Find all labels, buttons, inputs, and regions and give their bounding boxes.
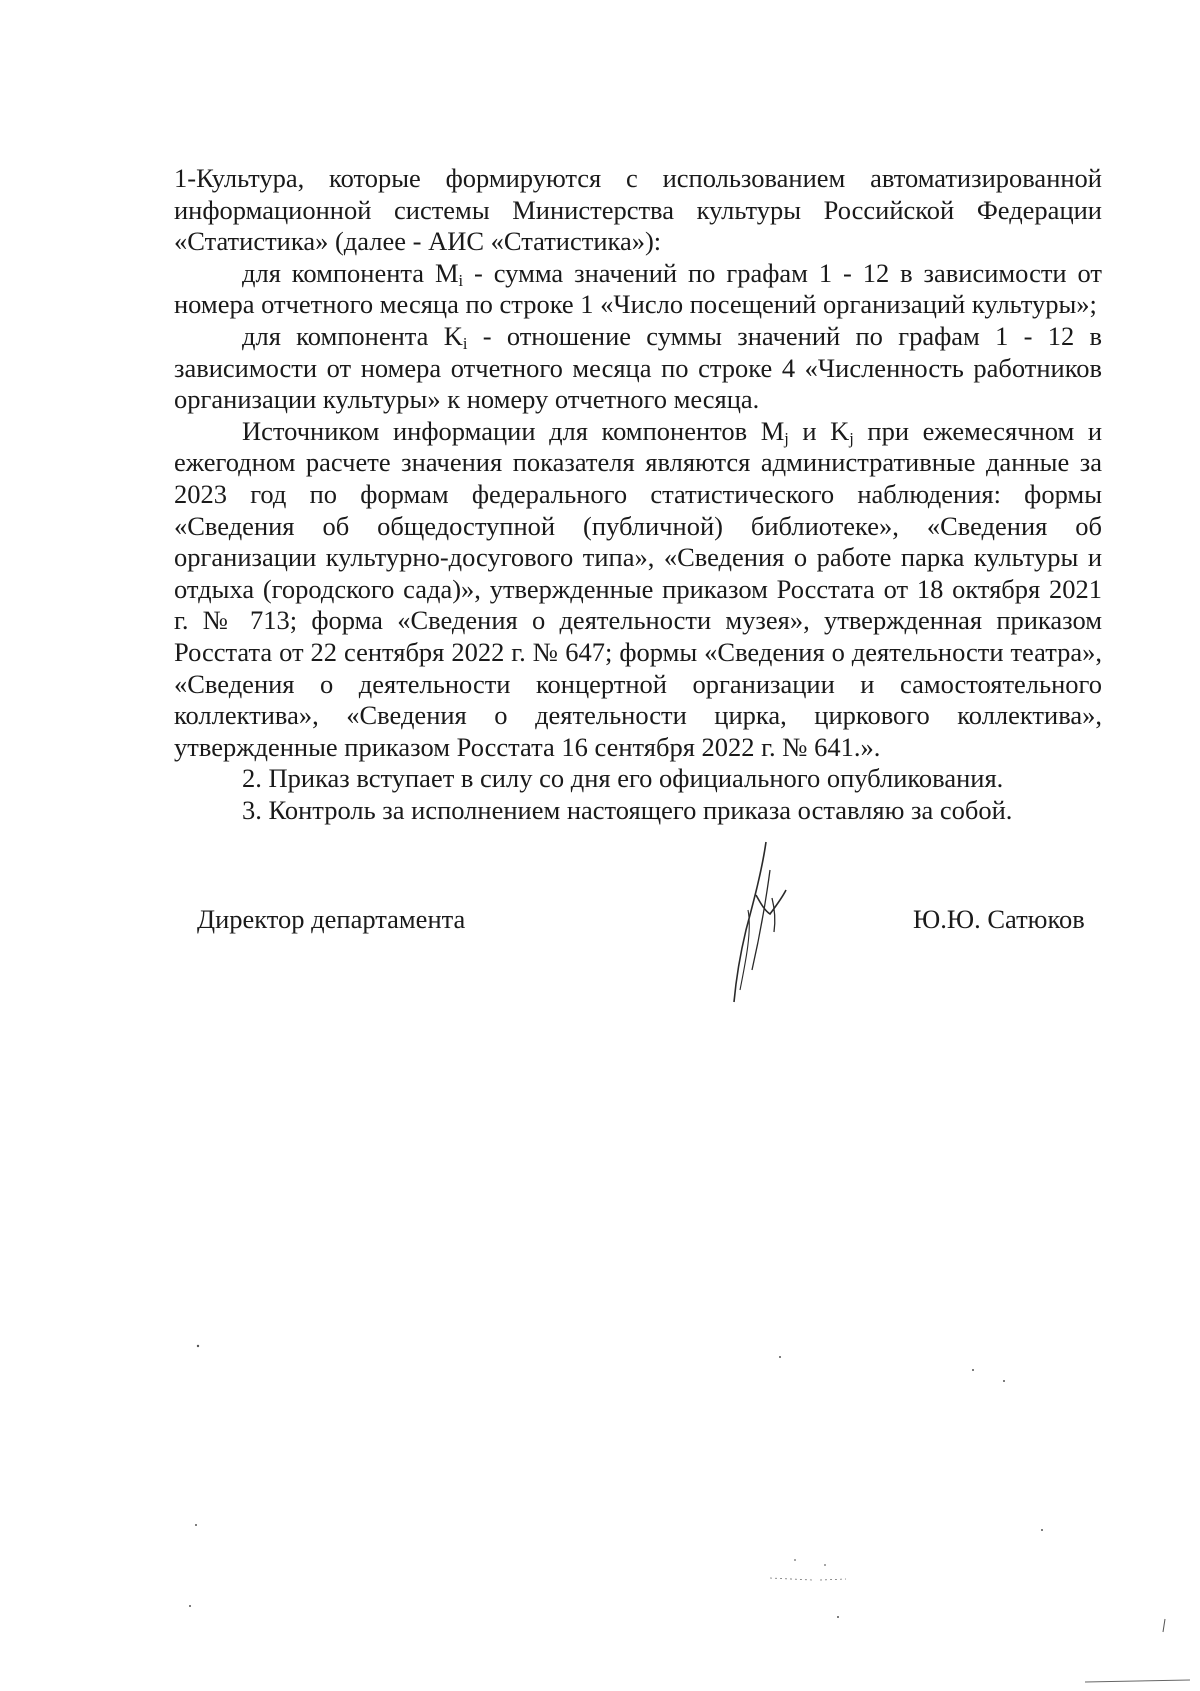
- paragraph-4-text-c: при ежемесячном и ежегодном расчете значения показателя являются административные данные за 2023 год по формам федерального статистического наблюдения: формы «Сведения об общедоступной (публичной) библиотеке», «Сведения об организации культурно-досугового типа», «Сведения о работе парка культуры и отдыха (городского сада)», утвержденные приказом Росстата от 18 октября 2021 г. № 713; форма «Сведения о деятельности музея», утвержденная приказом Росстата от 22 сентября 2022 г. № 647; формы «Сведения о деятельности театра», «Сведения о деятельности концертной организации и самостоятельного коллектива», «Сведения о деятельности цирка, циркового коллектива», утвержденные приказом Росстата 16 сентября 2022 г. № 641.».: [174, 415, 1103, 762]
- signatory-title: Директор департамента: [197, 904, 466, 934]
- paragraph-3-text-b: - отношение суммы значений по графам 1 - 12 в зависимости от номера отчетного месяца по строке 4 «Численность работников организации культуры» к номеру отчетного месяца.: [174, 320, 1102, 415]
- paragraph-3: [174, 321, 1102, 416]
- paragraph-6: [174, 795, 1102, 827]
- paragraph-2-text-a: для компонента M: [242, 257, 459, 288]
- paragraph-1: [174, 163, 1102, 258]
- paragraph-4: [174, 416, 1102, 764]
- paragraph-4-text-a: Источником информации для компонентов M: [242, 415, 785, 446]
- paragraph-4-subscript-2: j: [849, 428, 854, 448]
- document-body: [174, 163, 1102, 826]
- paragraph-5-text: 2. Приказ вступает в силу со дня его официального опубликования.: [242, 763, 1004, 794]
- paragraph-4-subscript-1: j: [784, 428, 789, 448]
- paragraph-1-text: 1-Культура, которые формируются с использованием автоматизированной информационной системы Министерства культуры Российской Федерации «Статистика» (далее - АИС «Статистика»):: [174, 163, 1102, 257]
- paragraph-6-text: 3. Контроль за исполнением настоящего приказа оставляю за собой.: [242, 794, 1013, 825]
- paragraph-2: [174, 258, 1102, 321]
- paragraph-3-subscript: i: [462, 334, 468, 354]
- handwritten-signature: [726, 840, 798, 1005]
- paragraph-2-text-b: - сумма значений по графам 1 - 12 в зависимости от номера отчетного месяца по строке 1 «Число посещений организаций культуры»;: [174, 257, 1102, 320]
- paragraph-3-text-a: для компонента K: [242, 320, 463, 351]
- paragraph-4-text-b: и K: [788, 415, 850, 446]
- paragraph-2-subscript: i: [458, 270, 464, 290]
- signatory-name: Ю.Ю. Сатюков: [913, 904, 1085, 934]
- paragraph-5: [174, 763, 1102, 795]
